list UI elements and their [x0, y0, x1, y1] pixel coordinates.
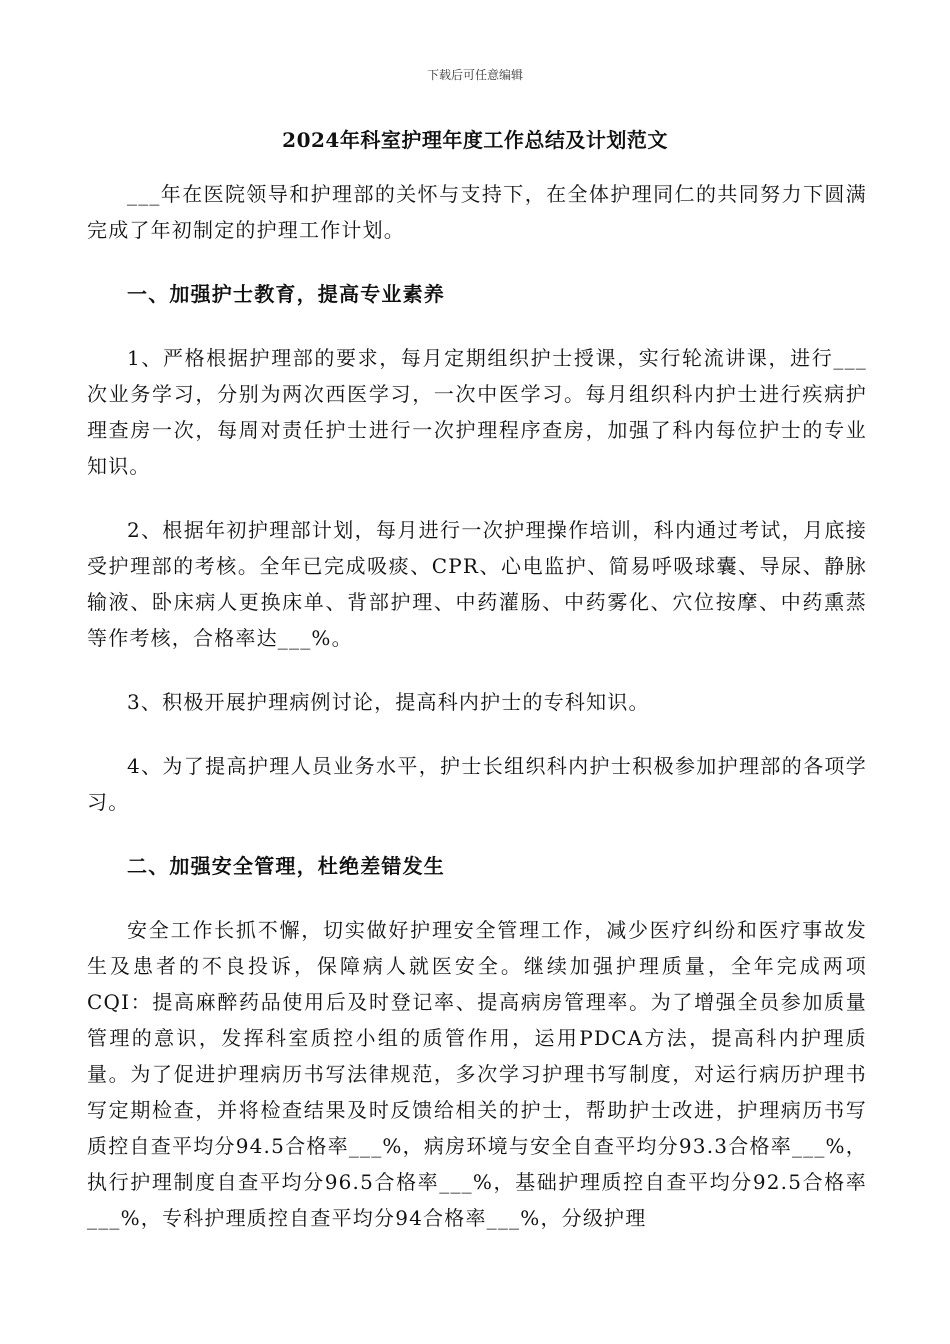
section-1-paragraph-1: 1、严格根据护理部的要求，每月定期组织护士授课，实行轮流讲课，进行___次业务学习，分别为两次西医学习，一次中医学习。每月组织科内护士进行疾病护理查房一次，每周对责任护士进行一次护理程序查房，加强了科内每位护士的专业知识。 — [87, 346, 867, 478]
page-title: 2024年科室护理年度工作总结及计划范文 — [282, 128, 668, 152]
section-1-heading: 一、加强护士教育，提高专业素养 — [127, 282, 445, 306]
document-body — [87, 176, 867, 1264]
section-1-paragraph-4: 4、为了提高护理人员业务水平，护士长组织科内护士积极参加护理部的各项学习。 — [87, 754, 867, 814]
intro-paragraph: ___年在医院领导和护理部的关怀与支持下，在全体护理同仁的共同努力下圆满完成了年初制定的护理工作计划。 — [87, 182, 867, 242]
section-1-paragraph-3: 3、积极开展护理病例讨论，提高科内护士的专科知识。 — [127, 690, 650, 714]
section-2-heading: 二、加强安全管理，杜绝差错发生 — [127, 854, 445, 878]
section-2-paragraph-1: 安全工作长抓不懈，切实做好护理安全管理工作，减少医疗纠纷和医疗事故发生及患者的不良投诉，保障病人就医安全。继续加强护理质量，全年完成两项CQI：提高麻醉药品使用后及时登记率、提高病房管理率。为了增强全员参加质量管理的意识，发挥科室质控小组的质管作用，运用PDCA方法，提高科内护理质量。为了促进护理病历书写法律规范，多次学习护理书写制度，对运行病历护理书写定期检查，并将检查结果及时反馈给相关的护士，帮助护士改进，护理病历书写质控自查平均分94.5合格率___%，病房环境与安全自查平均分93.3合格率___%，执行护理制度自查平均分96.5合格率___%，基础护理质控自查平均分92.5合格率___%，专科护理质控自查平均分94合格率___%，分级护理 — [87, 918, 867, 1230]
header-note: 下载后可任意编辑 — [426, 68, 523, 82]
section-1-paragraph-2: 2、根据年初护理部计划，每月进行一次护理操作培训，科内通过考试，月底接受护理部的考核。全年已完成吸痰、CPR、心电监护、简易呼吸球囊、导尿、静脉输液、卧床病人更换床单、背部护理、中药灌肠、中药雾化、穴位按摩、中药熏蒸等作考核，合格率达___%。 — [87, 518, 867, 650]
